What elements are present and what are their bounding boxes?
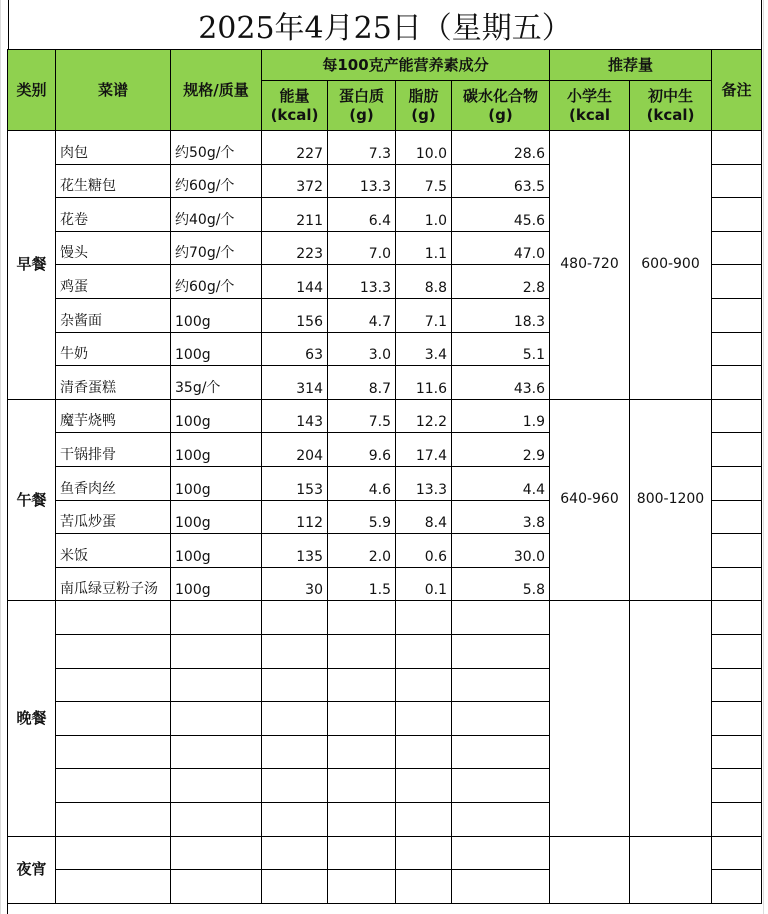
page-title: 2025年4月25日（星期五） [8,0,762,50]
note-cell[interactable] [712,467,762,501]
note-cell[interactable] [712,131,762,165]
note-cell[interactable] [712,265,762,299]
energy-value[interactable] [262,837,328,871]
note-cell[interactable] [712,702,762,736]
dish-spec[interactable]: 100g [171,467,262,501]
fat-value[interactable]: 13.3 [396,467,452,501]
protein-value[interactable]: 8.7 [328,366,396,400]
energy-value[interactable]: 112 [262,501,328,535]
fat-value[interactable]: 0.1 [396,568,452,602]
fat-value[interactable] [396,769,452,803]
recommend-junior[interactable]: 600-900 [630,131,712,400]
dish-spec[interactable]: 约70g/个 [171,232,262,266]
note-cell[interactable] [712,837,762,871]
fat-value[interactable]: 12.2 [396,400,452,434]
dish-name[interactable] [56,769,171,803]
protein-value[interactable]: 7.5 [328,400,396,434]
carb-value[interactable]: 5.1 [452,333,550,367]
dish-spec[interactable]: 100g [171,299,262,333]
carb-value[interactable] [452,635,550,669]
dish-spec[interactable]: 35g/个 [171,366,262,400]
protein-value[interactable] [328,769,396,803]
recommend-primary[interactable] [550,837,630,904]
header-fat[interactable]: 脂肪 (g) [396,81,452,131]
protein-value[interactable]: 2.0 [328,534,396,568]
energy-value[interactable]: 211 [262,198,328,232]
header-nutrients-group[interactable]: 每100克产能营养素成分 [262,50,550,81]
sheet-gridline [763,0,764,914]
dish-name[interactable]: 魔芋烧鸭 [56,400,171,434]
carb-value[interactable] [452,736,550,770]
note-cell[interactable] [712,366,762,400]
carb-value[interactable]: 2.8 [452,265,550,299]
note-cell[interactable] [712,601,762,635]
energy-value[interactable]: 143 [262,400,328,434]
dish-name[interactable]: 馒头 [56,232,171,266]
fat-value[interactable] [396,803,452,837]
dish-name[interactable]: 米饭 [56,534,171,568]
energy-value[interactable] [262,669,328,703]
dish-spec[interactable]: 100g [171,400,262,434]
header-protein[interactable]: 蛋白质 (g) [328,81,396,131]
dish-name[interactable]: 南瓜绿豆粉子汤 [56,568,171,602]
energy-value[interactable]: 314 [262,366,328,400]
fat-value[interactable] [396,601,452,635]
note-cell[interactable] [712,568,762,602]
carb-value[interactable]: 3.8 [452,501,550,535]
recommend-junior[interactable] [630,601,712,836]
dish-name[interactable]: 杂酱面 [56,299,171,333]
protein-value[interactable] [328,736,396,770]
header-note[interactable]: 备注 [712,50,762,131]
note-cell[interactable] [712,501,762,535]
dish-name[interactable] [56,702,171,736]
dish-name[interactable]: 鸡蛋 [56,265,171,299]
dish-spec[interactable]: 100g [171,534,262,568]
dish-name[interactable] [56,837,171,871]
header-junior[interactable]: 初中生 (kcal) [630,81,712,131]
energy-value[interactable]: 204 [262,433,328,467]
fat-value[interactable] [396,669,452,703]
note-cell[interactable] [712,433,762,467]
protein-value[interactable] [328,635,396,669]
dish-name[interactable]: 苦瓜炒蛋 [56,501,171,535]
carb-value[interactable] [452,837,550,871]
carb-value[interactable]: 1.9 [452,400,550,434]
protein-value[interactable]: 5.9 [328,501,396,535]
protein-value[interactable] [328,837,396,871]
dish-spec[interactable]: 约60g/个 [171,265,262,299]
protein-value[interactable] [328,601,396,635]
note-cell[interactable] [712,198,762,232]
dish-name[interactable]: 清香蛋糕 [56,366,171,400]
header-primary[interactable]: 小学生 (kcal [550,81,630,131]
protein-value[interactable] [328,870,396,904]
dish-spec[interactable]: 100g [171,501,262,535]
protein-value[interactable]: 1.5 [328,568,396,602]
protein-value[interactable] [328,669,396,703]
dish-name[interactable] [56,736,171,770]
meal-category[interactable]: 晚餐 [8,601,56,836]
fat-value[interactable] [396,870,452,904]
recommend-junior[interactable] [630,837,712,904]
carb-value[interactable] [452,601,550,635]
energy-value[interactable] [262,702,328,736]
dish-spec[interactable]: 100g [171,433,262,467]
fat-value[interactable]: 17.4 [396,433,452,467]
dish-name[interactable]: 鱼香肉丝 [56,467,171,501]
energy-value[interactable]: 153 [262,467,328,501]
dish-spec[interactable]: 约40g/个 [171,198,262,232]
note-cell[interactable] [712,769,762,803]
dish-spec[interactable]: 约50g/个 [171,131,262,165]
note-cell[interactable] [712,803,762,837]
fat-value[interactable]: 3.4 [396,333,452,367]
carb-value[interactable] [452,702,550,736]
dish-name[interactable] [56,803,171,837]
dish-name[interactable] [56,601,171,635]
note-cell[interactable] [712,736,762,770]
fat-value[interactable]: 11.6 [396,366,452,400]
fat-value[interactable]: 7.5 [396,165,452,199]
protein-value[interactable] [328,702,396,736]
dish-name[interactable]: 牛奶 [56,333,171,367]
sheet-gridline [0,0,1,914]
fat-value[interactable]: 1.1 [396,232,452,266]
note-cell[interactable] [712,333,762,367]
recommend-primary[interactable]: 480-720 [550,131,630,400]
dish-name[interactable]: 干锅排骨 [56,433,171,467]
carb-value[interactable] [452,669,550,703]
energy-value[interactable] [262,601,328,635]
dish-spec[interactable] [171,736,262,770]
energy-value[interactable]: 227 [262,131,328,165]
note-cell[interactable] [712,232,762,266]
dish-spec[interactable] [171,601,262,635]
protein-value[interactable]: 13.3 [328,165,396,199]
recommend-junior[interactable]: 800-1200 [630,400,712,602]
header-carb[interactable]: 碳水化合物 (g) [452,81,550,131]
carb-value[interactable]: 28.6 [452,131,550,165]
energy-value[interactable] [262,870,328,904]
protein-value[interactable]: 13.3 [328,265,396,299]
dish-spec[interactable] [171,803,262,837]
dish-name[interactable]: 花卷 [56,198,171,232]
fat-value[interactable] [396,702,452,736]
carb-value[interactable] [452,769,550,803]
dish-spec[interactable] [171,702,262,736]
meal-category[interactable]: 早餐 [8,131,56,400]
energy-value[interactable]: 63 [262,333,328,367]
energy-value[interactable] [262,769,328,803]
note-cell[interactable] [712,534,762,568]
energy-value[interactable] [262,803,328,837]
protein-value[interactable]: 4.6 [328,467,396,501]
dish-spec[interactable] [171,870,262,904]
energy-value[interactable] [262,736,328,770]
fat-value[interactable]: 7.1 [396,299,452,333]
fat-value[interactable] [396,635,452,669]
meal-category[interactable]: 夜宵 [8,837,56,904]
dish-name[interactable] [56,870,171,904]
carb-value[interactable]: 63.5 [452,165,550,199]
carb-value[interactable]: 2.9 [452,433,550,467]
fat-value[interactable] [396,736,452,770]
dish-spec[interactable] [171,669,262,703]
carb-value[interactable]: 47.0 [452,232,550,266]
dish-name[interactable] [56,669,171,703]
fat-value[interactable]: 10.0 [396,131,452,165]
energy-value[interactable]: 372 [262,165,328,199]
protein-value[interactable]: 9.6 [328,433,396,467]
dish-spec[interactable] [171,837,262,871]
protein-value[interactable] [328,803,396,837]
note-cell[interactable] [712,299,762,333]
dish-name[interactable] [56,635,171,669]
protein-value[interactable]: 7.0 [328,232,396,266]
header-category[interactable]: 类别 [8,50,56,131]
recommend-primary[interactable] [550,601,630,836]
header-energy[interactable]: 能量 (kcal) [262,81,328,131]
protein-value[interactable]: 7.3 [328,131,396,165]
note-cell[interactable] [712,400,762,434]
fat-value[interactable] [396,837,452,871]
fat-value[interactable]: 8.8 [396,265,452,299]
carb-value[interactable] [452,870,550,904]
dish-name[interactable]: 花生糖包 [56,165,171,199]
carb-value[interactable] [452,803,550,837]
energy-value[interactable]: 135 [262,534,328,568]
note-cell[interactable] [712,165,762,199]
carb-value[interactable]: 45.6 [452,198,550,232]
note-cell[interactable] [712,870,762,904]
carb-value[interactable]: 4.4 [452,467,550,501]
energy-value[interactable]: 30 [262,568,328,602]
fat-value[interactable]: 8.4 [396,501,452,535]
recommend-primary[interactable]: 640-960 [550,400,630,602]
header-spec[interactable]: 规格/质量 [171,50,262,131]
carb-value[interactable]: 30.0 [452,534,550,568]
dish-spec[interactable]: 约60g/个 [171,165,262,199]
fat-value[interactable]: 1.0 [396,198,452,232]
carb-value[interactable]: 5.8 [452,568,550,602]
carb-value[interactable]: 18.3 [452,299,550,333]
note-cell[interactable] [712,669,762,703]
dish-spec[interactable]: 100g [171,568,262,602]
note-cell[interactable] [712,635,762,669]
dish-spec[interactable] [171,635,262,669]
energy-value[interactable]: 144 [262,265,328,299]
header-dish[interactable]: 菜谱 [56,50,171,131]
energy-value[interactable]: 156 [262,299,328,333]
dish-name[interactable]: 肉包 [56,131,171,165]
meal-category[interactable]: 午餐 [8,400,56,602]
energy-value[interactable] [262,635,328,669]
protein-value[interactable]: 6.4 [328,198,396,232]
protein-value[interactable]: 4.7 [328,299,396,333]
energy-value[interactable]: 223 [262,232,328,266]
fat-value[interactable]: 0.6 [396,534,452,568]
dish-spec[interactable]: 100g [171,333,262,367]
protein-value[interactable]: 3.0 [328,333,396,367]
header-recommend-group[interactable]: 推荐量 [550,50,712,81]
carb-value[interactable]: 43.6 [452,366,550,400]
dish-spec[interactable] [171,769,262,803]
